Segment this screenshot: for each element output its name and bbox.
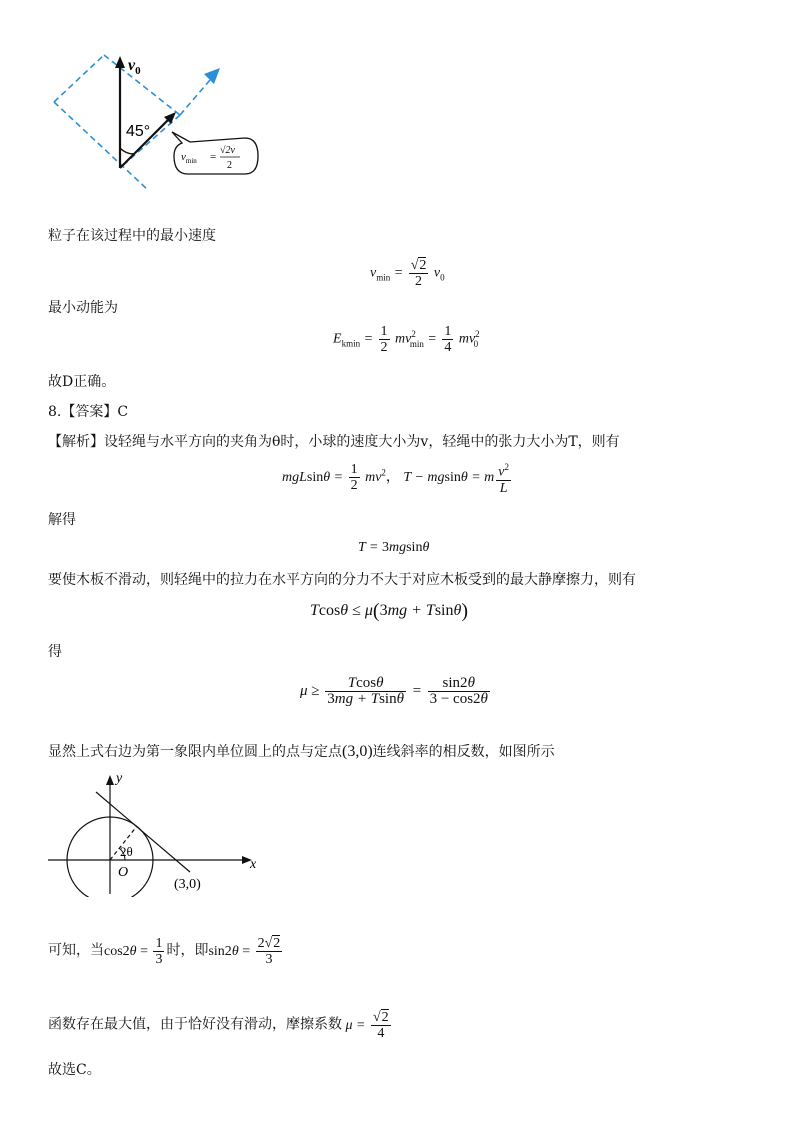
analysis-line: 【解析】设轻绳与水平方向的夹角为θ时，小球的速度大小为v，轻绳中的张力大小为T，则有 bbox=[48, 434, 620, 450]
eq-vmin: $v_{min}$ = $\frac{√2}{2}$ $v_0$ bbox=[370, 258, 445, 289]
eq-tension: T = 3mgsinθ bbox=[358, 540, 430, 555]
svg-text:=: = bbox=[210, 151, 217, 163]
velocity-diagram bbox=[40, 50, 270, 195]
d-correct: 故D正确。 bbox=[48, 374, 116, 390]
eq-ekmin: $E_{kmin}$ = $\frac{1}{2}$ $mv^2_{min}$ = $\frac{1}{4}$ $mv^2_0$ bbox=[333, 324, 480, 355]
min-ke-intro: 最小动能为 bbox=[48, 300, 118, 316]
x-axis-label: x bbox=[250, 857, 257, 872]
unit-circle-diagram bbox=[40, 772, 270, 897]
slope-note: 显然上式右边为第一象限内单位圆上的点与定点(3,0)连线斜率的相反数，如图所示 bbox=[48, 743, 555, 760]
angle-arc bbox=[120, 148, 134, 154]
min-speed-intro: 粒子在该过程中的最小速度 bbox=[48, 228, 216, 244]
answer8: 8.【答案】C bbox=[48, 404, 129, 420]
direction-arrowhead bbox=[204, 68, 220, 84]
v0-label: $v_0$ bbox=[128, 57, 141, 77]
angle-2theta-label: 2θ bbox=[120, 844, 133, 859]
callout-v-label: $v_{min}$ bbox=[181, 151, 197, 165]
solve-line: 解得 bbox=[48, 512, 76, 528]
callout-num: √2v bbox=[220, 145, 235, 156]
condition-line: 要使木板不滑动，则轻绳中的拉力在水平方向的分力不大于对应木板受到的最大静摩擦力，则有 bbox=[48, 572, 636, 588]
max-line: 函数存在最大值，由于恰好没有滑动，摩擦系数 μ = $\frac{√2}{4}$ bbox=[48, 1010, 389, 1041]
angle-label: 45° bbox=[126, 123, 151, 140]
y-axis-label: y bbox=[116, 772, 123, 786]
get-line: 得 bbox=[48, 644, 62, 660]
fixed-point: (3,0) bbox=[342, 743, 373, 760]
choose-line: 故选C。 bbox=[48, 1062, 101, 1078]
eq-energy-force: mgLsinθ = $\frac{1}{2}$ $mv^2$， T − mgsinθ = m $\frac{v^2}{L}$ bbox=[282, 462, 509, 496]
eq-inequality: Tcosθ ≤ μ(3mg + Tsinθ) bbox=[310, 600, 469, 622]
callout-den: 2 bbox=[227, 160, 232, 171]
know-line: 可知，当cos2θ = $\frac{1}{3}$ 时，即sin2θ = $\frac{2√2}{3}$ bbox=[48, 936, 281, 967]
point-label: (3,0) bbox=[174, 877, 201, 892]
eq-mu: μ ≥ $\frac{Tcos\theta}{3mg + Tsin\theta}$ = $\frac{\sin 2\theta}{3 - \cos 2\theta}$ bbox=[300, 675, 488, 707]
origin-label: O bbox=[118, 865, 129, 880]
